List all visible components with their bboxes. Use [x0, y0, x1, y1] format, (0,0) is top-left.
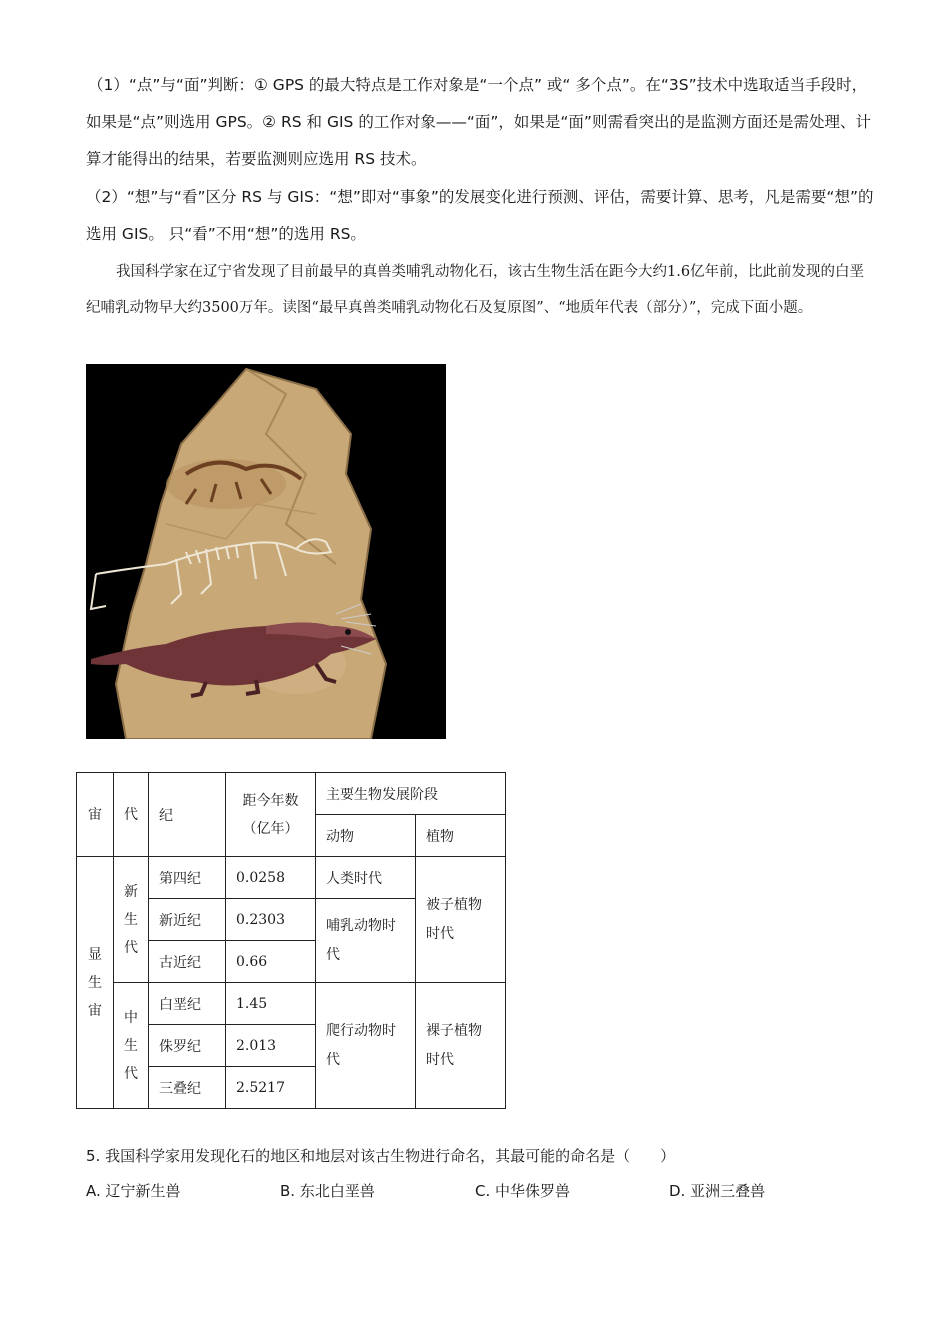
- years-cell: 2.013: [226, 1025, 316, 1067]
- years-cell: 0.66: [226, 941, 316, 983]
- period-cell: 侏罗纪: [149, 1025, 226, 1067]
- years-cell: 1.45: [226, 983, 316, 1025]
- years-cell: 0.2303: [226, 899, 316, 941]
- geologic-time-table: [76, 772, 506, 1109]
- period-cell: 新近纪: [149, 899, 226, 941]
- plant-stage-gymnosperm: 裸子植物时代: [416, 983, 506, 1109]
- eon-cell: 显生宙: [77, 857, 114, 1109]
- header-eon: 宙: [77, 773, 114, 857]
- header-period: 纪: [149, 773, 226, 857]
- animal-stage-reptile: 爬行动物时代: [316, 983, 416, 1109]
- plant-stage-angiosperm: 被子植物时代: [416, 857, 506, 983]
- fossil-illustration: [86, 364, 446, 739]
- period-cell: 古近纪: [149, 941, 226, 983]
- option-a[interactable]: A. 辽宁新生兽: [86, 1182, 181, 1200]
- header-animal: 动物: [316, 815, 416, 857]
- header-plant: 植物: [416, 815, 506, 857]
- header-years: 距今年数（亿年）: [226, 773, 316, 857]
- years-cell: 0.0258: [226, 857, 316, 899]
- option-b[interactable]: B. 东北白垩兽: [280, 1182, 375, 1200]
- animal-stage-human: 人类时代: [316, 857, 416, 899]
- header-stage: 主要生物发展阶段: [316, 773, 506, 815]
- option-c[interactable]: C. 中华侏罗兽: [475, 1182, 571, 1200]
- animal-stage-mammal: 哺乳动物时代: [316, 899, 416, 983]
- option-d[interactable]: D. 亚洲三叠兽: [669, 1182, 766, 1200]
- tip-point-vs-area: （1）“点”与“面”判断：① GPS 的最大特点是工作对象是“一个点” 或“ 多个点”。在“3S”技术中选取适当手段时，如果是“点”则选用 GPS。② RS 和 GIS 的工作对象——“面”，如果是“面”则需看突出的是监测方面还是需处理、计算才能得出的结果，若要监测则应选用 RS 技术。: [86, 76, 871, 168]
- years-cell: 2.5217: [226, 1067, 316, 1109]
- fossil-reconstruction-image: [86, 364, 446, 739]
- period-cell: 三叠纪: [149, 1067, 226, 1109]
- tip-think-vs-look: （2）“想”与“看”区分 RS 与 GIS：“想”即对“事象”的发展变化进行预测、评估，需要计算、思考，凡是需要“想”的选用 GIS。 只“看”不用“想”的选用 RS。: [86, 188, 874, 243]
- period-cell: 白垩纪: [149, 983, 226, 1025]
- material-paragraph: 我国科学家在辽宁省发现了目前最早的真兽类哺乳动物化石，该古生物生活在距今大约1.6亿年前，比此前发现的白垩纪哺乳动物早大约3500万年。读图“最早真兽类哺乳动物化石及复原图”、“地质年代表（部分）”，完成下面小题。: [86, 264, 865, 316]
- header-era: 代: [114, 773, 149, 857]
- question-stem: 5. 我国科学家用发现化石的地区和地层对该古生物进行命名，其最可能的命名是（ ）: [86, 1147, 676, 1165]
- era-cenozoic: 新生代: [114, 857, 149, 983]
- period-cell: 第四纪: [149, 857, 226, 899]
- era-mesozoic: 中生代: [114, 983, 149, 1109]
